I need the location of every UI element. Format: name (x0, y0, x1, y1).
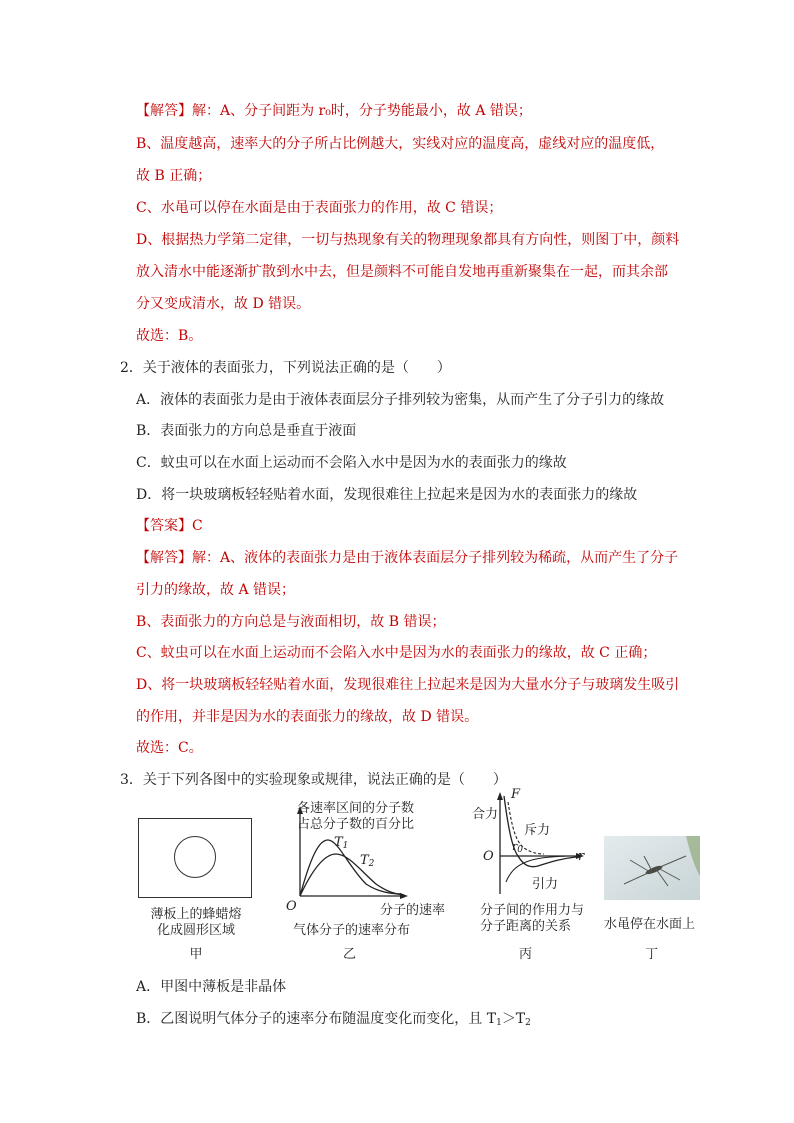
q2-option-b: B．表面张力的方向总是垂直于液面 (136, 423, 357, 439)
q1-analysis-d2: 放入清水中能逐渐扩散到水中去，但是颜料不可能自发地再重新聚集在一起，而其余部 (136, 264, 668, 280)
q2-option-c: C．蚊虫可以在水面上运动而不会陷入水中是因为水的表面张力的缘故 (136, 455, 567, 471)
q3-option-a: A．甲图中薄板是非晶体 (136, 979, 287, 995)
fig-yi-ylabel-2: 占总分子数的百分比 (297, 817, 415, 832)
fig-bing-origin: O (483, 849, 494, 864)
fig-yi-origin: O (286, 899, 297, 914)
q1-analysis-b1: B、温度越高，速率大的分子所占比例越大，实线对应的温度高，虚线对应的温度低， (136, 136, 665, 152)
fig-jia-plate (138, 818, 252, 898)
q1-analysis-a (136, 101, 532, 121)
fig-jia-caption-2: 化成圆形区域 (156, 923, 235, 938)
q2-analysis-a1 (136, 548, 678, 568)
q3-option-b: B．乙图说明气体分子的速率分布随温度变化而变化，且 $T_1>T_2$ (136, 1011, 531, 1028)
fig-jia-name: 甲 (189, 947, 203, 962)
q2-analysis-b: B、表面张力的方向总是与液面相切，故 B 错误； (136, 614, 446, 630)
fig-bing-name: 丙 (519, 947, 533, 962)
fig-bing-r-label: r (578, 849, 585, 864)
fig-yi-name: 乙 (343, 947, 357, 962)
fig-yi-caption: 气体分子的速率分布 (293, 923, 411, 938)
analysis-text: 解：A、分子间距为 r₀时，分子势能最小，故 A 错误； (192, 103, 532, 119)
fig-yi-xlabel: 分子的速率 (380, 903, 446, 918)
fig-bing-r0-label: $r_0$ (512, 840, 523, 855)
fig-yi-t1-label: $T_1$ (334, 835, 349, 851)
fig-jia-circle (174, 836, 216, 878)
q2-analysis-a2: 引力的缘故，故 A 错误； (136, 582, 296, 598)
q1-analysis-b2: 故 B 正确； (136, 168, 212, 184)
fig-bing-f-label: F (511, 787, 521, 802)
water-strider-photo (604, 836, 700, 900)
fig-ding-caption: 水黾停在水面上 (604, 917, 696, 932)
analysis-label: 【解答】 (136, 103, 192, 119)
q2-select: 故选：C。 (136, 740, 203, 756)
fig-bing-yinli-label: 引力 (532, 877, 559, 892)
q1-analysis-d3: 分又变成清水，故 D 错误。 (136, 296, 311, 312)
fig-yi-t2-label: $T_2$ (360, 853, 375, 869)
q2-option-d: D．将一块玻璃板轻轻贴着水面，发现很难往上拉起来是因为水的表面张力的缘故 (136, 487, 638, 503)
answer-label: 【答案】 (136, 518, 192, 534)
q2-answer (136, 516, 203, 536)
q2-stem: 2．关于液体的表面张力，下列说法正确的是（ ） (120, 360, 451, 376)
fig-bing-heli-label: 合力 (472, 807, 499, 822)
analysis-text: 解：A、液体的表面张力是由于液体表面层分子排列较为稀疏，从而产生了分子 (192, 550, 679, 566)
fig-bing-chili-label: 斥力 (524, 823, 551, 838)
q1-analysis-d1: D、根据热力学第二定律，一切与热现象有关的物理现象都具有方向性，则图丁中，颜料 (136, 232, 680, 248)
fig-ding-name: 丁 (645, 947, 659, 962)
q2-analysis-c: C、蚊虫可以在水面上运动而不会陷入水中是因为水的表面张力的缘故，故 C 正确； (136, 645, 657, 661)
q2-option-a: A．液体的表面张力是由于液体表面层分子排列较为密集，从而产生了分子引力的缘故 (136, 392, 665, 408)
q1-select: 故选：B。 (136, 328, 203, 344)
y-axis-arrow (497, 792, 503, 800)
answer-value: C (192, 518, 203, 534)
fig-yi-ylabel-1: 各速率区间的分子数 (297, 801, 415, 816)
q1-analysis-c: C、水黾可以停在水面是由于表面张力的作用，故 C 错误； (136, 200, 503, 216)
fig-jia-caption-1: 薄板上的蜂蜡熔 (150, 907, 242, 922)
q3-stem: 3．关于下列各图中的实验现象或规律，说法正确的是（ ） (120, 772, 507, 788)
q2-analysis-d1: D、将一块玻璃板轻轻贴着水面，发现很难往上拉起来是因为大量水分子与玻璃发生吸引 (136, 677, 680, 693)
q2-analysis-d2: 的作用，并非是因为水的表面张力的缘故，故 D 错误。 (136, 709, 479, 725)
fig-bing-caption-1: 分子间的作用力与 (480, 903, 585, 918)
fig-bing-caption-2: 分子距离的关系 (480, 919, 572, 934)
analysis-label: 【解答】 (136, 550, 192, 566)
curve-t2 (300, 854, 404, 896)
